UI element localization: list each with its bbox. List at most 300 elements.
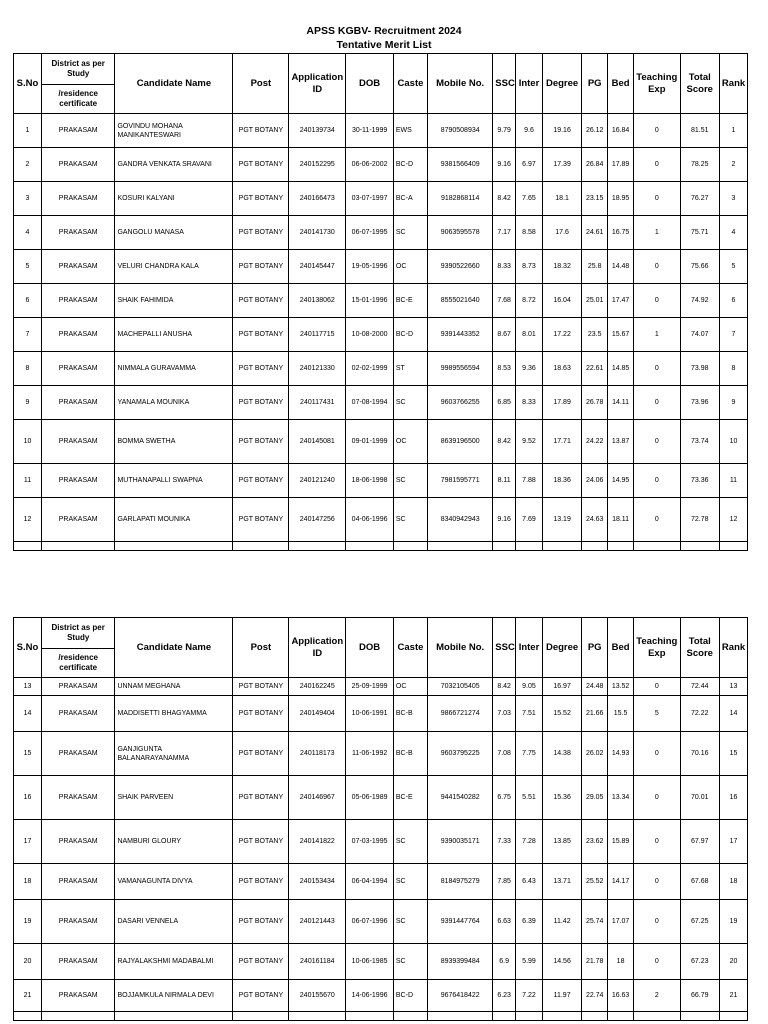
cell-sno: 8 xyxy=(14,352,42,386)
table-row xyxy=(14,944,748,980)
cell-bed: 15.67 xyxy=(608,318,634,352)
cell-name: GARLAPATI MOUNIKA xyxy=(115,498,233,542)
cell-rank: 9 xyxy=(719,386,747,420)
empty-cell xyxy=(428,542,493,551)
cell-sno: 13 xyxy=(14,678,42,696)
cell-rank: 10 xyxy=(719,420,747,464)
cell-degree: 17.39 xyxy=(542,148,581,182)
cell-name: UNNAM MEGHANA xyxy=(115,678,233,696)
table-row xyxy=(14,980,748,1012)
cell-app-id: 240145081 xyxy=(289,420,346,464)
cell-pg: 26.02 xyxy=(582,732,608,776)
table-row xyxy=(14,148,748,182)
cell-district: PRAKASAM xyxy=(41,678,115,696)
cell-total: 73.98 xyxy=(680,352,719,386)
cell-caste: SC xyxy=(393,944,427,980)
cell-total: 67.97 xyxy=(680,820,719,864)
cell-inter: 8.73 xyxy=(516,250,543,284)
cell-district: PRAKASAM xyxy=(41,250,115,284)
cell-dob: 15-01-1996 xyxy=(346,284,394,318)
cell-caste: BC-D xyxy=(393,148,427,182)
cell-app-id: 240149404 xyxy=(289,696,346,732)
cell-mobile: 9381566409 xyxy=(428,148,493,182)
cell-ssc: 8.67 xyxy=(493,318,516,352)
cell-pg: 25.8 xyxy=(582,250,608,284)
header-inter: Inter xyxy=(516,618,543,678)
cell-rank: 3 xyxy=(719,182,747,216)
header-dob: DOB xyxy=(346,54,394,114)
cell-dob: 05-06-1989 xyxy=(346,776,394,820)
cell-total: 66.79 xyxy=(680,980,719,1012)
cell-degree: 18.32 xyxy=(542,250,581,284)
cell-name: GANGOLU MANASA xyxy=(115,216,233,250)
cell-bed: 14.17 xyxy=(608,864,634,900)
cell-caste: BC-D xyxy=(393,980,427,1012)
cell-total: 67.68 xyxy=(680,864,719,900)
cell-post: PGT BOTANY xyxy=(233,420,289,464)
cell-app-id: 240139734 xyxy=(289,114,346,148)
cell-ssc: 8.42 xyxy=(493,182,516,216)
cell-sno: 19 xyxy=(14,900,42,944)
cell-caste: SC xyxy=(393,386,427,420)
cell-mobile: 8555021640 xyxy=(428,284,493,318)
header-caste: Caste xyxy=(393,618,427,678)
cell-ssc: 9.16 xyxy=(493,148,516,182)
cell-rank: 12 xyxy=(719,498,747,542)
cell-pg: 25.74 xyxy=(582,900,608,944)
cell-ssc: 7.85 xyxy=(493,864,516,900)
cell-ssc: 7.08 xyxy=(493,732,516,776)
cell-post: PGT BOTANY xyxy=(233,386,289,420)
cell-ssc: 8.53 xyxy=(493,352,516,386)
cell-rank: 19 xyxy=(719,900,747,944)
table-row xyxy=(14,900,748,944)
cell-mobile: 8790508934 xyxy=(428,114,493,148)
empty-cell xyxy=(582,1012,608,1021)
cell-rank: 18 xyxy=(719,864,747,900)
cell-dob: 18-06-1998 xyxy=(346,464,394,498)
cell-post: PGT BOTANY xyxy=(233,732,289,776)
cell-degree: 16.04 xyxy=(542,284,581,318)
empty-cell xyxy=(608,542,634,551)
empty-cell xyxy=(608,1012,634,1021)
cell-rank: 14 xyxy=(719,696,747,732)
cell-degree: 15.52 xyxy=(542,696,581,732)
table-row xyxy=(14,498,748,542)
empty-cell xyxy=(393,542,427,551)
cell-rank: 16 xyxy=(719,776,747,820)
table-row xyxy=(14,386,748,420)
table-row xyxy=(14,182,748,216)
cell-teaching: 0 xyxy=(634,114,681,148)
cell-post: PGT BOTANY xyxy=(233,352,289,386)
cell-name: MADDISETTI BHAGYAMMA xyxy=(115,696,233,732)
cell-rank: 21 xyxy=(719,980,747,1012)
header-total-score: Total Score xyxy=(680,54,719,114)
cell-post: PGT BOTANY xyxy=(233,284,289,318)
cell-bed: 14.48 xyxy=(608,250,634,284)
cell-teaching: 0 xyxy=(634,900,681,944)
cell-sno: 3 xyxy=(14,182,42,216)
cell-total: 73.74 xyxy=(680,420,719,464)
header-pg: PG xyxy=(582,54,608,114)
cell-total: 67.25 xyxy=(680,900,719,944)
cell-degree: 14.38 xyxy=(542,732,581,776)
cell-inter: 9.36 xyxy=(516,352,543,386)
header-application-id: Application ID xyxy=(289,54,346,114)
empty-cell xyxy=(634,542,681,551)
cell-name: GANJIGUNTA BALANARAYANAMMA xyxy=(115,732,233,776)
cell-ssc: 8.42 xyxy=(493,420,516,464)
cell-pg: 23.15 xyxy=(582,182,608,216)
cell-name: GANDRA VENKATA SRAVANI xyxy=(115,148,233,182)
header-teaching-exp: Teaching Exp xyxy=(634,54,681,114)
table-row-continuation xyxy=(14,542,748,551)
cell-ssc: 8.33 xyxy=(493,250,516,284)
cell-bed: 16.63 xyxy=(608,980,634,1012)
cell-app-id: 240117431 xyxy=(289,386,346,420)
cell-pg: 22.61 xyxy=(582,352,608,386)
cell-app-id: 240141730 xyxy=(289,216,346,250)
cell-rank: 5 xyxy=(719,250,747,284)
cell-teaching: 0 xyxy=(634,944,681,980)
cell-sno: 4 xyxy=(14,216,42,250)
cell-mobile: 9989556594 xyxy=(428,352,493,386)
cell-inter: 7.22 xyxy=(516,980,543,1012)
cell-mobile: 9182868114 xyxy=(428,182,493,216)
empty-cell xyxy=(542,1012,581,1021)
cell-degree: 11.42 xyxy=(542,900,581,944)
empty-cell xyxy=(719,542,747,551)
header-bed: Bed xyxy=(608,54,634,114)
cell-ssc: 6.9 xyxy=(493,944,516,980)
cell-rank: 17 xyxy=(719,820,747,864)
cell-degree: 13.85 xyxy=(542,820,581,864)
cell-mobile: 9391447764 xyxy=(428,900,493,944)
cell-name: MUTHANAPALLI SWAPNA xyxy=(115,464,233,498)
table-row xyxy=(14,352,748,386)
cell-caste: BC-E xyxy=(393,776,427,820)
header-degree: Degree xyxy=(542,618,581,678)
empty-cell xyxy=(115,542,233,551)
cell-total: 75.66 xyxy=(680,250,719,284)
cell-mobile: 7981595771 xyxy=(428,464,493,498)
cell-district: PRAKASAM xyxy=(41,148,115,182)
cell-name: NIMMALA GURAVAMMA xyxy=(115,352,233,386)
header-mobile: Mobile No. xyxy=(428,618,493,678)
cell-ssc: 6.23 xyxy=(493,980,516,1012)
cell-caste: BC-E xyxy=(393,284,427,318)
cell-pg: 21.66 xyxy=(582,696,608,732)
cell-dob: 10-06-1985 xyxy=(346,944,394,980)
header-district-top: District as per Study xyxy=(41,618,115,649)
cell-degree: 16.97 xyxy=(542,678,581,696)
cell-dob: 06-07-1995 xyxy=(346,216,394,250)
cell-bed: 16.75 xyxy=(608,216,634,250)
cell-sno: 10 xyxy=(14,420,42,464)
cell-app-id: 240155670 xyxy=(289,980,346,1012)
cell-inter: 9.6 xyxy=(516,114,543,148)
table-row xyxy=(14,820,748,864)
cell-bed: 14.95 xyxy=(608,464,634,498)
cell-bed: 14.93 xyxy=(608,732,634,776)
cell-mobile: 8340942943 xyxy=(428,498,493,542)
header-caste: Caste xyxy=(393,54,427,114)
cell-sno: 18 xyxy=(14,864,42,900)
cell-bed: 13.34 xyxy=(608,776,634,820)
cell-teaching: 0 xyxy=(634,820,681,864)
cell-district: PRAKASAM xyxy=(41,864,115,900)
cell-teaching: 0 xyxy=(634,352,681,386)
cell-app-id: 240118173 xyxy=(289,732,346,776)
empty-cell xyxy=(393,1012,427,1021)
cell-total: 76.27 xyxy=(680,182,719,216)
cell-caste: BC-B xyxy=(393,732,427,776)
cell-degree: 17.89 xyxy=(542,386,581,420)
cell-district: PRAKASAM xyxy=(41,820,115,864)
cell-post: PGT BOTANY xyxy=(233,944,289,980)
cell-post: PGT BOTANY xyxy=(233,776,289,820)
document-title-block xyxy=(0,24,768,52)
cell-bed: 18 xyxy=(608,944,634,980)
cell-ssc: 9.79 xyxy=(493,114,516,148)
cell-sno: 20 xyxy=(14,944,42,980)
cell-rank: 11 xyxy=(719,464,747,498)
cell-name: DASARI VENNELA xyxy=(115,900,233,944)
cell-app-id: 240121330 xyxy=(289,352,346,386)
cell-pg: 23.5 xyxy=(582,318,608,352)
cell-mobile: 9063595578 xyxy=(428,216,493,250)
cell-app-id: 240153434 xyxy=(289,864,346,900)
cell-dob: 09-01-1999 xyxy=(346,420,394,464)
cell-post: PGT BOTANY xyxy=(233,318,289,352)
empty-cell xyxy=(41,542,115,551)
cell-caste: SC xyxy=(393,464,427,498)
cell-ssc: 7.68 xyxy=(493,284,516,318)
cell-total: 70.01 xyxy=(680,776,719,820)
table-row xyxy=(14,678,748,696)
cell-mobile: 9603795225 xyxy=(428,732,493,776)
cell-inter: 8.58 xyxy=(516,216,543,250)
cell-inter: 7.28 xyxy=(516,820,543,864)
cell-caste: BC-B xyxy=(393,696,427,732)
cell-sno: 9 xyxy=(14,386,42,420)
cell-teaching: 2 xyxy=(634,980,681,1012)
cell-district: PRAKASAM xyxy=(41,776,115,820)
cell-dob: 06-07-1996 xyxy=(346,900,394,944)
cell-app-id: 240147256 xyxy=(289,498,346,542)
cell-rank: 6 xyxy=(719,284,747,318)
table-row xyxy=(14,420,748,464)
cell-pg: 25.52 xyxy=(582,864,608,900)
cell-mobile: 9866721274 xyxy=(428,696,493,732)
cell-bed: 17.47 xyxy=(608,284,634,318)
cell-dob: 10-08-2000 xyxy=(346,318,394,352)
cell-name: BOJJAMKULA NIRMALA DEVI xyxy=(115,980,233,1012)
cell-app-id: 240138062 xyxy=(289,284,346,318)
cell-dob: 14-06-1996 xyxy=(346,980,394,1012)
cell-total: 73.36 xyxy=(680,464,719,498)
header-pg: PG xyxy=(582,618,608,678)
cell-teaching: 0 xyxy=(634,420,681,464)
cell-app-id: 240145447 xyxy=(289,250,346,284)
cell-pg: 29.05 xyxy=(582,776,608,820)
cell-degree: 19.16 xyxy=(542,114,581,148)
cell-name: VELURI CHANDRA KALA xyxy=(115,250,233,284)
cell-caste: BC-A xyxy=(393,182,427,216)
table-row xyxy=(14,776,748,820)
cell-ssc: 6.75 xyxy=(493,776,516,820)
empty-cell xyxy=(346,1012,394,1021)
header-bed: Bed xyxy=(608,618,634,678)
header-mobile: Mobile No. xyxy=(428,54,493,114)
table-row xyxy=(14,864,748,900)
cell-rank: 13 xyxy=(719,678,747,696)
table-row xyxy=(14,318,748,352)
merit-table-body-page-2 xyxy=(14,678,748,1021)
cell-teaching: 0 xyxy=(634,864,681,900)
cell-bed: 17.07 xyxy=(608,900,634,944)
cell-name: RAJYALAKSHMI MADABALMI xyxy=(115,944,233,980)
empty-cell xyxy=(680,1012,719,1021)
cell-ssc: 8.42 xyxy=(493,678,516,696)
cell-caste: SC xyxy=(393,820,427,864)
header-rank: Rank xyxy=(719,618,747,678)
cell-name: VAMANAGUNTA DIVYA xyxy=(115,864,233,900)
cell-name: SHAIK PARVEEN xyxy=(115,776,233,820)
empty-cell xyxy=(289,542,346,551)
cell-ssc: 7.17 xyxy=(493,216,516,250)
header-application-id: Application ID xyxy=(289,618,346,678)
cell-district: PRAKASAM xyxy=(41,386,115,420)
cell-post: PGT BOTANY xyxy=(233,182,289,216)
table-row xyxy=(14,464,748,498)
cell-pg: 24.48 xyxy=(582,678,608,696)
cell-app-id: 240162245 xyxy=(289,678,346,696)
cell-caste: SC xyxy=(393,216,427,250)
cell-bed: 15.89 xyxy=(608,820,634,864)
cell-post: PGT BOTANY xyxy=(233,216,289,250)
cell-teaching: 0 xyxy=(634,182,681,216)
cell-mobile: 9391443352 xyxy=(428,318,493,352)
cell-caste: ST xyxy=(393,352,427,386)
cell-dob: 11-06-1992 xyxy=(346,732,394,776)
cell-caste: OC xyxy=(393,420,427,464)
cell-caste: SC xyxy=(393,864,427,900)
cell-ssc: 8.11 xyxy=(493,464,516,498)
cell-dob: 02-02-1999 xyxy=(346,352,394,386)
cell-district: PRAKASAM xyxy=(41,696,115,732)
empty-cell xyxy=(14,542,42,551)
empty-cell xyxy=(634,1012,681,1021)
cell-total: 75.71 xyxy=(680,216,719,250)
cell-degree: 13.71 xyxy=(542,864,581,900)
cell-pg: 24.63 xyxy=(582,498,608,542)
cell-district: PRAKASAM xyxy=(41,980,115,1012)
cell-dob: 19-05-1996 xyxy=(346,250,394,284)
header-district-bottom: /residence certificate xyxy=(41,649,115,678)
cell-rank: 15 xyxy=(719,732,747,776)
cell-teaching: 0 xyxy=(634,284,681,318)
cell-inter: 7.69 xyxy=(516,498,543,542)
cell-rank: 7 xyxy=(719,318,747,352)
page-gap xyxy=(0,560,768,615)
cell-inter: 9.52 xyxy=(516,420,543,464)
cell-teaching: 1 xyxy=(634,318,681,352)
cell-bed: 16.84 xyxy=(608,114,634,148)
table-row-continuation xyxy=(14,1012,748,1021)
cell-mobile: 8184975279 xyxy=(428,864,493,900)
cell-sno: 12 xyxy=(14,498,42,542)
cell-teaching: 1 xyxy=(634,216,681,250)
cell-degree: 17.6 xyxy=(542,216,581,250)
cell-sno: 11 xyxy=(14,464,42,498)
empty-cell xyxy=(680,542,719,551)
cell-app-id: 240166473 xyxy=(289,182,346,216)
cell-app-id: 240152295 xyxy=(289,148,346,182)
cell-post: PGT BOTANY xyxy=(233,820,289,864)
cell-name: BOMMA SWETHA xyxy=(115,420,233,464)
cell-teaching: 0 xyxy=(634,732,681,776)
cell-total: 78.25 xyxy=(680,148,719,182)
empty-cell xyxy=(233,542,289,551)
cell-inter: 7.65 xyxy=(516,182,543,216)
merit-table-page-2 xyxy=(13,617,748,1021)
cell-post: PGT BOTANY xyxy=(233,864,289,900)
cell-rank: 8 xyxy=(719,352,747,386)
cell-mobile: 8639196500 xyxy=(428,420,493,464)
cell-post: PGT BOTANY xyxy=(233,148,289,182)
cell-post: PGT BOTANY xyxy=(233,114,289,148)
empty-cell xyxy=(289,1012,346,1021)
cell-inter: 7.88 xyxy=(516,464,543,498)
cell-degree: 18.63 xyxy=(542,352,581,386)
document-subtitle: Tentative Merit List xyxy=(336,39,432,51)
cell-inter: 8.01 xyxy=(516,318,543,352)
cell-bed: 14.11 xyxy=(608,386,634,420)
cell-app-id: 240117715 xyxy=(289,318,346,352)
header-sno: S.No xyxy=(14,618,42,678)
cell-inter: 6.43 xyxy=(516,864,543,900)
cell-district: PRAKASAM xyxy=(41,498,115,542)
cell-pg: 25.01 xyxy=(582,284,608,318)
cell-pg: 26.12 xyxy=(582,114,608,148)
cell-caste: SC xyxy=(393,498,427,542)
empty-cell xyxy=(516,542,543,551)
cell-total: 70.16 xyxy=(680,732,719,776)
cell-caste: EWS xyxy=(393,114,427,148)
header-ssc: SSC xyxy=(493,618,516,678)
cell-district: PRAKASAM xyxy=(41,216,115,250)
cell-district: PRAKASAM xyxy=(41,900,115,944)
cell-rank: 20 xyxy=(719,944,747,980)
cell-teaching: 5 xyxy=(634,696,681,732)
cell-app-id: 240161184 xyxy=(289,944,346,980)
cell-district: PRAKASAM xyxy=(41,182,115,216)
cell-inter: 5.51 xyxy=(516,776,543,820)
table-row xyxy=(14,732,748,776)
cell-teaching: 0 xyxy=(634,498,681,542)
cell-inter: 8.72 xyxy=(516,284,543,318)
cell-sno: 14 xyxy=(14,696,42,732)
cell-district: PRAKASAM xyxy=(41,318,115,352)
cell-post: PGT BOTANY xyxy=(233,678,289,696)
empty-cell xyxy=(719,1012,747,1021)
empty-cell xyxy=(115,1012,233,1021)
cell-app-id: 240121240 xyxy=(289,464,346,498)
cell-teaching: 0 xyxy=(634,148,681,182)
cell-mobile: 9603766255 xyxy=(428,386,493,420)
